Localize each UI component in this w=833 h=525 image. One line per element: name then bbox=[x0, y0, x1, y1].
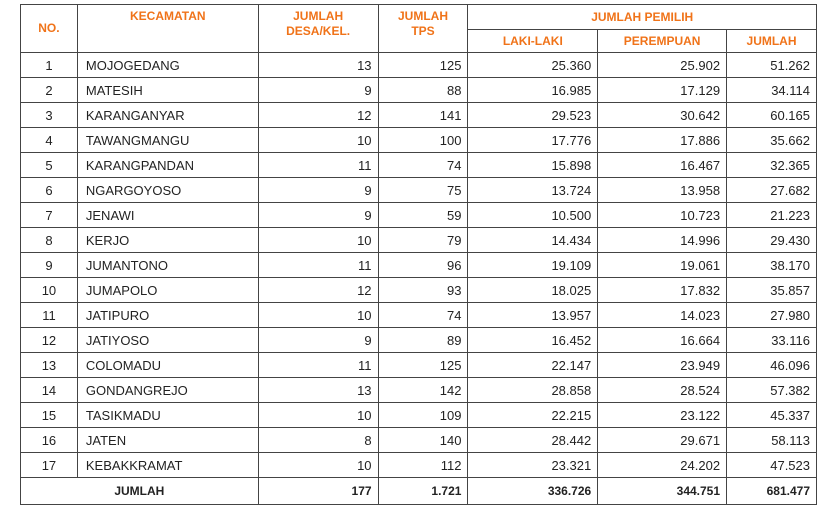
cell-jumlah-tps: 74 bbox=[378, 303, 468, 328]
table-row bbox=[21, 203, 817, 228]
cell-kecamatan: GONDANGREJO bbox=[77, 378, 258, 403]
cell-laki-laki: 22.215 bbox=[468, 403, 598, 428]
cell-perempuan: 30.642 bbox=[598, 103, 727, 128]
cell-jumlah-tps: 109 bbox=[378, 403, 468, 428]
table-row bbox=[21, 228, 817, 253]
cell-perempuan: 14.023 bbox=[598, 303, 727, 328]
cell-jumlah-desa: 10 bbox=[258, 453, 378, 478]
table-row bbox=[21, 353, 817, 378]
total-label: JUMLAH bbox=[21, 478, 259, 505]
cell-no: 15 bbox=[21, 403, 78, 428]
cell-jumlah-desa: 12 bbox=[258, 103, 378, 128]
cell-perempuan: 17.886 bbox=[598, 128, 727, 153]
cell-jumlah: 58.113 bbox=[727, 428, 817, 453]
total-desa: 177 bbox=[258, 478, 378, 505]
cell-jumlah: 32.365 bbox=[727, 153, 817, 178]
cell-no: 8 bbox=[21, 228, 78, 253]
cell-laki-laki: 18.025 bbox=[468, 278, 598, 303]
header-jumlah-tps-line1: JUMLAH bbox=[397, 9, 448, 23]
cell-no: 17 bbox=[21, 453, 78, 478]
cell-perempuan: 16.664 bbox=[598, 328, 727, 353]
cell-no: 16 bbox=[21, 428, 78, 453]
cell-laki-laki: 28.858 bbox=[468, 378, 598, 403]
header-jumlah-pemilih: JUMLAH PEMILIH bbox=[468, 5, 817, 30]
table-row bbox=[21, 403, 817, 428]
cell-perempuan: 17.832 bbox=[598, 278, 727, 303]
cell-no: 11 bbox=[21, 303, 78, 328]
cell-jumlah: 51.262 bbox=[727, 53, 817, 78]
cell-laki-laki: 14.434 bbox=[468, 228, 598, 253]
cell-kecamatan: JATIPURO bbox=[77, 303, 258, 328]
total-row bbox=[21, 478, 817, 505]
cell-perempuan: 24.202 bbox=[598, 453, 727, 478]
cell-perempuan: 23.949 bbox=[598, 353, 727, 378]
table-row bbox=[21, 78, 817, 103]
cell-kecamatan: JATIYOSO bbox=[77, 328, 258, 353]
cell-jumlah: 35.857 bbox=[727, 278, 817, 303]
header-no: NO. bbox=[21, 5, 78, 53]
table-row bbox=[21, 153, 817, 178]
cell-jumlah-desa: 12 bbox=[258, 278, 378, 303]
table-row bbox=[21, 428, 817, 453]
total-tps: 1.721 bbox=[378, 478, 468, 505]
cell-jumlah-desa: 9 bbox=[258, 203, 378, 228]
cell-jumlah: 38.170 bbox=[727, 253, 817, 278]
cell-kecamatan: MOJOGEDANG bbox=[77, 53, 258, 78]
cell-jumlah: 21.223 bbox=[727, 203, 817, 228]
cell-jumlah: 27.980 bbox=[727, 303, 817, 328]
cell-laki-laki: 23.321 bbox=[468, 453, 598, 478]
header-perempuan: PEREMPUAN bbox=[598, 30, 727, 53]
voter-table bbox=[20, 4, 817, 505]
cell-jumlah-tps: 112 bbox=[378, 453, 468, 478]
table-row bbox=[21, 103, 817, 128]
cell-perempuan: 16.467 bbox=[598, 153, 727, 178]
header-jumlah-desa bbox=[258, 5, 378, 53]
table-row bbox=[21, 128, 817, 153]
cell-jumlah: 46.096 bbox=[727, 353, 817, 378]
cell-jumlah-desa: 11 bbox=[258, 153, 378, 178]
cell-perempuan: 28.524 bbox=[598, 378, 727, 403]
cell-kecamatan: TASIKMADU bbox=[77, 403, 258, 428]
cell-jumlah-desa: 13 bbox=[258, 378, 378, 403]
table-body bbox=[21, 53, 817, 478]
cell-perempuan: 19.061 bbox=[598, 253, 727, 278]
cell-jumlah-tps: 88 bbox=[378, 78, 468, 103]
cell-perempuan: 17.129 bbox=[598, 78, 727, 103]
cell-no: 9 bbox=[21, 253, 78, 278]
cell-laki-laki: 13.957 bbox=[468, 303, 598, 328]
cell-jumlah-desa: 10 bbox=[258, 303, 378, 328]
header-jumlah-desa-line1: JUMLAH bbox=[293, 9, 344, 23]
table-row bbox=[21, 378, 817, 403]
cell-jumlah: 34.114 bbox=[727, 78, 817, 103]
cell-jumlah: 35.662 bbox=[727, 128, 817, 153]
total-perempuan: 344.751 bbox=[598, 478, 727, 505]
cell-laki-laki: 16.452 bbox=[468, 328, 598, 353]
cell-kecamatan: KARANGPANDAN bbox=[77, 153, 258, 178]
header-laki-laki: LAKI-LAKI bbox=[468, 30, 598, 53]
header-jumlah-desa-line2: DESA/KEL. bbox=[286, 24, 351, 38]
cell-jumlah-tps: 74 bbox=[378, 153, 468, 178]
cell-kecamatan: JENAWI bbox=[77, 203, 258, 228]
cell-laki-laki: 13.724 bbox=[468, 178, 598, 203]
table-row bbox=[21, 328, 817, 353]
cell-jumlah: 60.165 bbox=[727, 103, 817, 128]
cell-jumlah-tps: 59 bbox=[378, 203, 468, 228]
cell-jumlah-desa: 8 bbox=[258, 428, 378, 453]
cell-no: 4 bbox=[21, 128, 78, 153]
header-jumlah-tps bbox=[378, 5, 468, 53]
cell-perempuan: 29.671 bbox=[598, 428, 727, 453]
cell-no: 2 bbox=[21, 78, 78, 103]
cell-no: 1 bbox=[21, 53, 78, 78]
cell-jumlah-desa: 9 bbox=[258, 328, 378, 353]
cell-perempuan: 25.902 bbox=[598, 53, 727, 78]
cell-perempuan: 10.723 bbox=[598, 203, 727, 228]
cell-jumlah-desa: 11 bbox=[258, 253, 378, 278]
cell-jumlah-tps: 142 bbox=[378, 378, 468, 403]
cell-jumlah-tps: 125 bbox=[378, 53, 468, 78]
cell-kecamatan: JATEN bbox=[77, 428, 258, 453]
cell-perempuan: 23.122 bbox=[598, 403, 727, 428]
total-laki: 336.726 bbox=[468, 478, 598, 505]
cell-jumlah-desa: 10 bbox=[258, 228, 378, 253]
cell-no: 7 bbox=[21, 203, 78, 228]
cell-no: 3 bbox=[21, 103, 78, 128]
cell-kecamatan: TAWANGMANGU bbox=[77, 128, 258, 153]
cell-kecamatan: KARANGANYAR bbox=[77, 103, 258, 128]
cell-jumlah-desa: 9 bbox=[258, 178, 378, 203]
cell-no: 5 bbox=[21, 153, 78, 178]
cell-jumlah-desa: 10 bbox=[258, 403, 378, 428]
cell-laki-laki: 28.442 bbox=[468, 428, 598, 453]
cell-perempuan: 13.958 bbox=[598, 178, 727, 203]
cell-jumlah-tps: 79 bbox=[378, 228, 468, 253]
cell-kecamatan: JUMANTONO bbox=[77, 253, 258, 278]
table-row bbox=[21, 278, 817, 303]
cell-jumlah-desa: 13 bbox=[258, 53, 378, 78]
cell-laki-laki: 19.109 bbox=[468, 253, 598, 278]
cell-perempuan: 14.996 bbox=[598, 228, 727, 253]
cell-jumlah: 27.682 bbox=[727, 178, 817, 203]
cell-laki-laki: 16.985 bbox=[468, 78, 598, 103]
cell-jumlah-tps: 100 bbox=[378, 128, 468, 153]
table-row bbox=[21, 253, 817, 278]
cell-laki-laki: 17.776 bbox=[468, 128, 598, 153]
cell-jumlah-tps: 89 bbox=[378, 328, 468, 353]
cell-kecamatan: NGARGOYOSO bbox=[77, 178, 258, 203]
cell-no: 14 bbox=[21, 378, 78, 403]
cell-no: 6 bbox=[21, 178, 78, 203]
table-row bbox=[21, 453, 817, 478]
cell-jumlah: 33.116 bbox=[727, 328, 817, 353]
cell-kecamatan: MATESIH bbox=[77, 78, 258, 103]
cell-jumlah-tps: 75 bbox=[378, 178, 468, 203]
cell-jumlah: 45.337 bbox=[727, 403, 817, 428]
header-jumlah-tps-line2: TPS bbox=[411, 24, 435, 38]
cell-jumlah-desa: 9 bbox=[258, 78, 378, 103]
cell-jumlah-tps: 93 bbox=[378, 278, 468, 303]
cell-jumlah-tps: 140 bbox=[378, 428, 468, 453]
table-row bbox=[21, 53, 817, 78]
cell-jumlah-tps: 125 bbox=[378, 353, 468, 378]
cell-jumlah-tps: 96 bbox=[378, 253, 468, 278]
cell-kecamatan: JUMAPOLO bbox=[77, 278, 258, 303]
table-row bbox=[21, 303, 817, 328]
table-row bbox=[21, 178, 817, 203]
cell-no: 13 bbox=[21, 353, 78, 378]
cell-laki-laki: 22.147 bbox=[468, 353, 598, 378]
cell-kecamatan: KEBAKKRAMAT bbox=[77, 453, 258, 478]
cell-laki-laki: 25.360 bbox=[468, 53, 598, 78]
cell-kecamatan: COLOMADU bbox=[77, 353, 258, 378]
header-kecamatan: KECAMATAN bbox=[77, 5, 258, 53]
cell-jumlah-desa: 11 bbox=[258, 353, 378, 378]
cell-laki-laki: 15.898 bbox=[468, 153, 598, 178]
total-jumlah: 681.477 bbox=[727, 478, 817, 505]
cell-jumlah: 57.382 bbox=[727, 378, 817, 403]
cell-no: 12 bbox=[21, 328, 78, 353]
cell-jumlah: 29.430 bbox=[727, 228, 817, 253]
cell-jumlah: 47.523 bbox=[727, 453, 817, 478]
cell-jumlah-tps: 141 bbox=[378, 103, 468, 128]
header-jumlah: JUMLAH bbox=[727, 30, 817, 53]
cell-jumlah-desa: 10 bbox=[258, 128, 378, 153]
cell-no: 10 bbox=[21, 278, 78, 303]
cell-kecamatan: KERJO bbox=[77, 228, 258, 253]
cell-laki-laki: 10.500 bbox=[468, 203, 598, 228]
cell-laki-laki: 29.523 bbox=[468, 103, 598, 128]
